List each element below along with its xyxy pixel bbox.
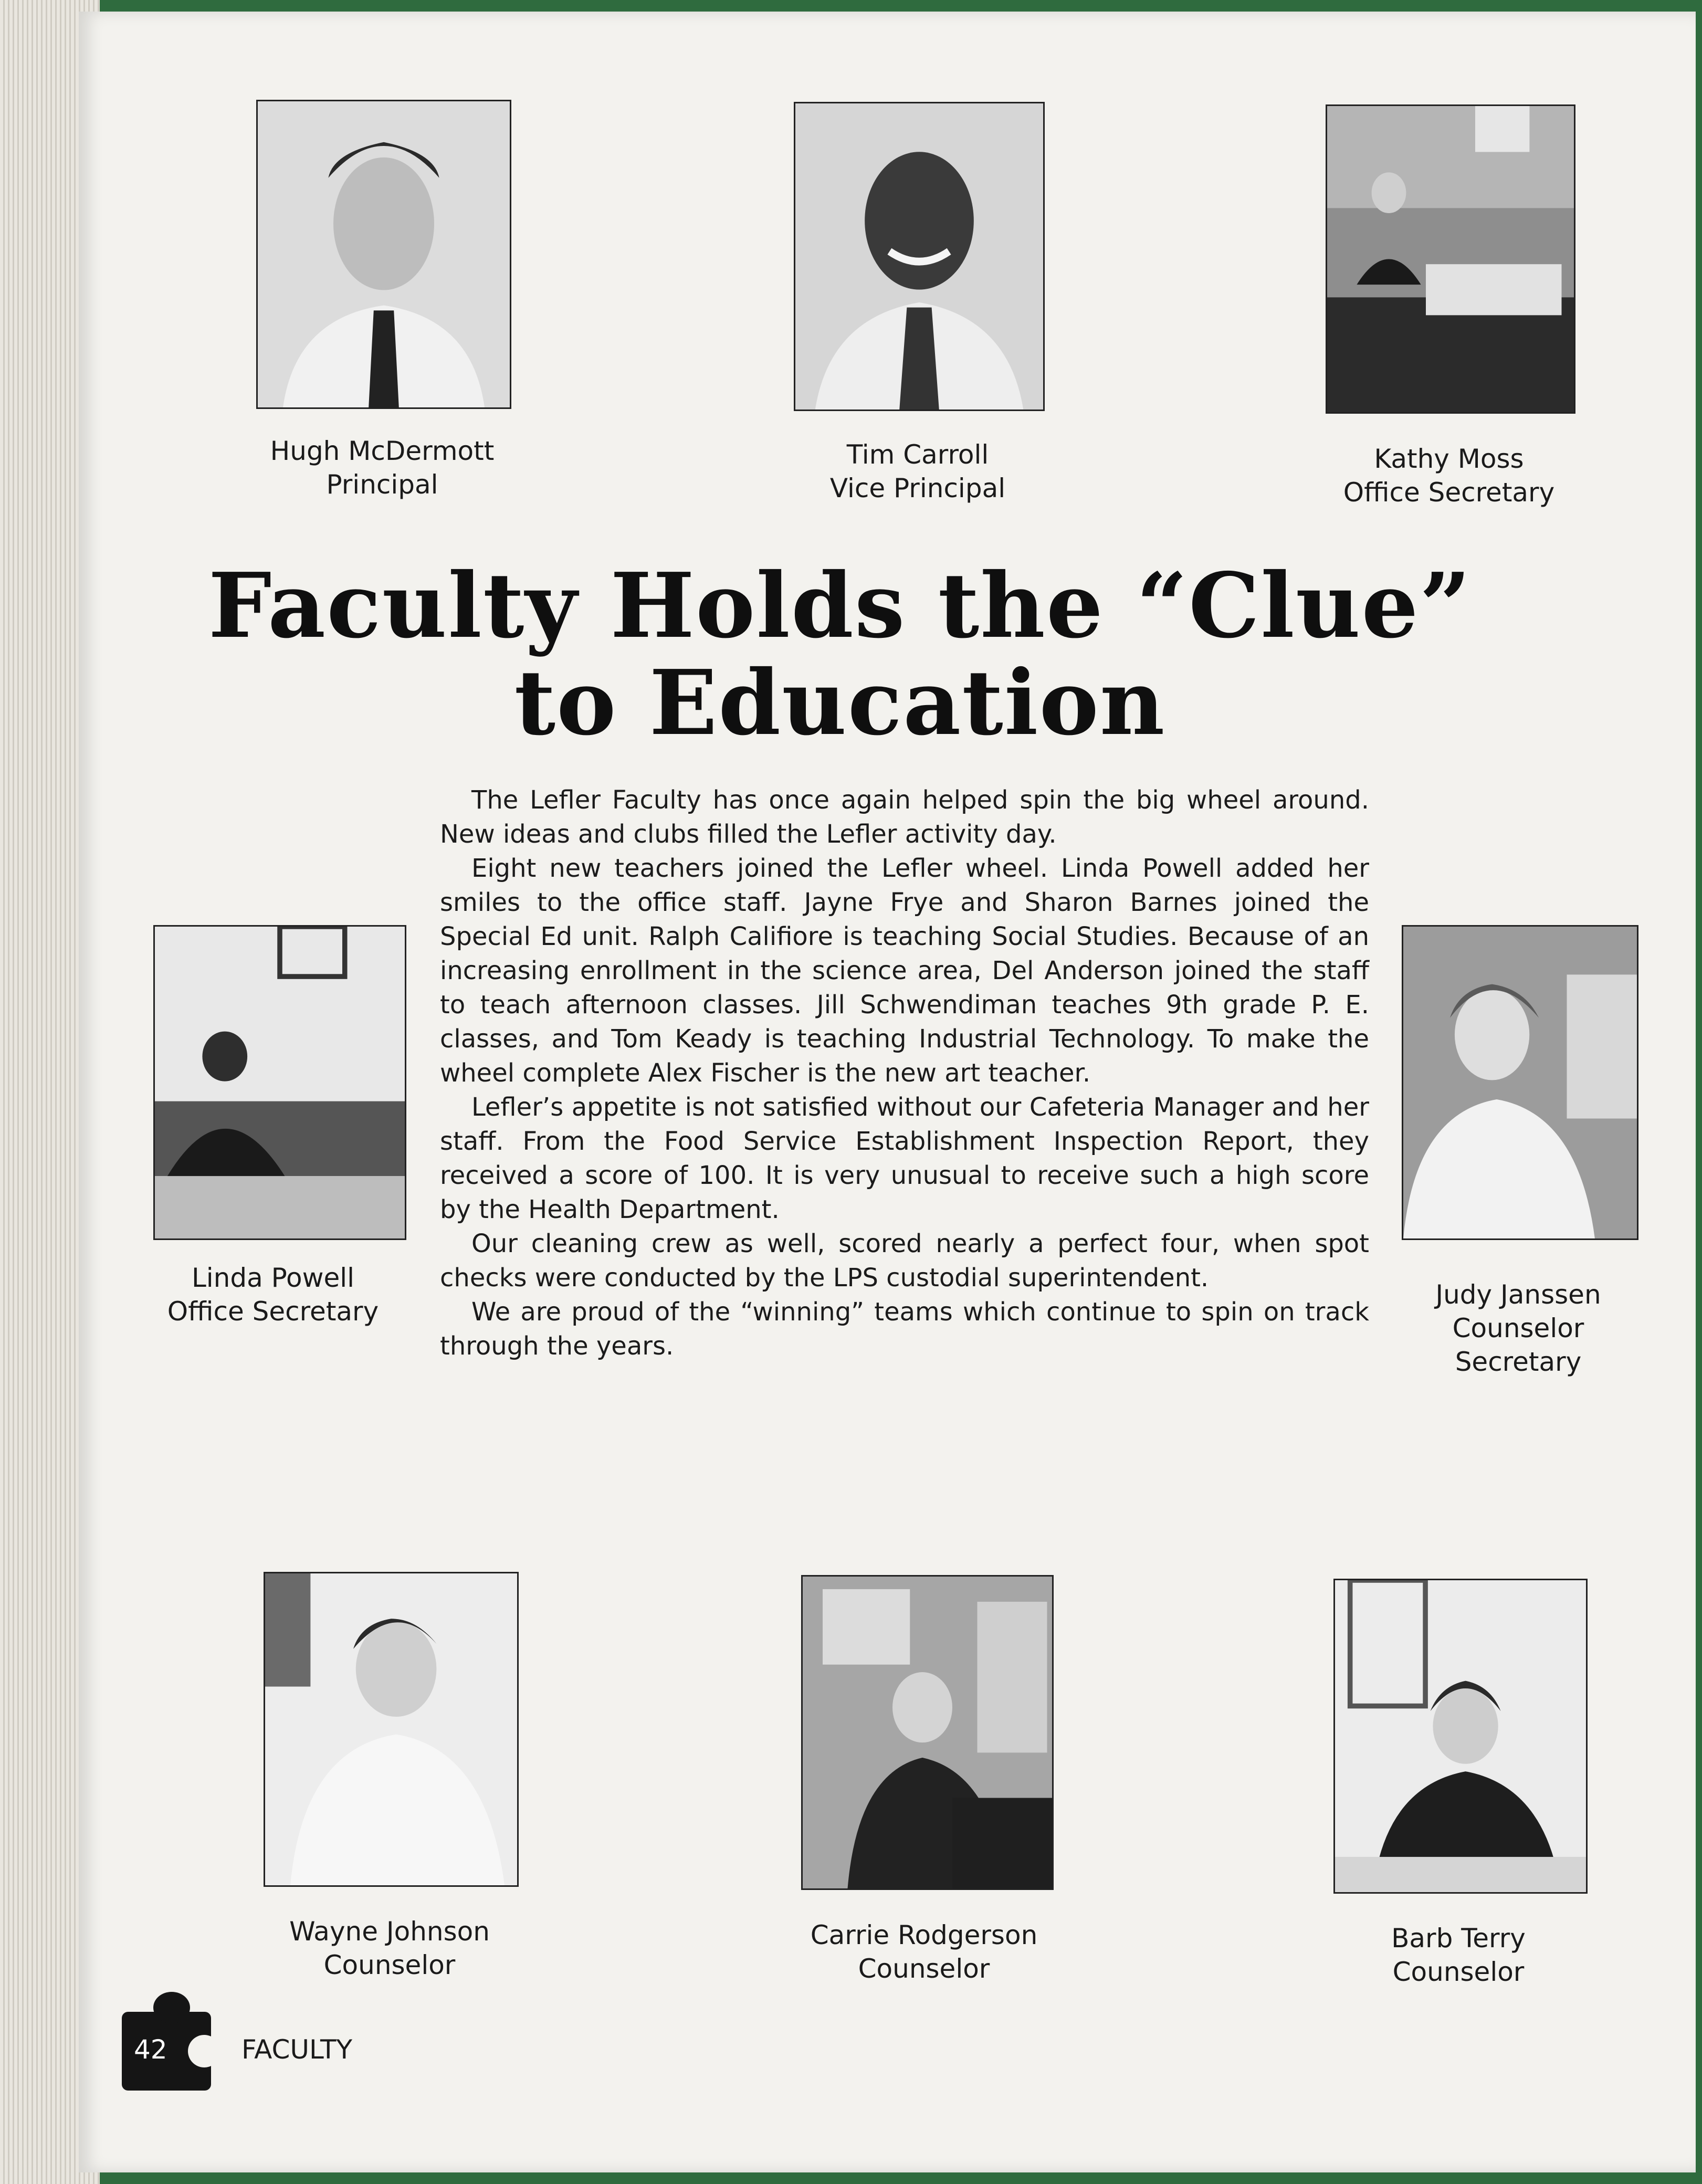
photo-tim-carroll	[794, 102, 1045, 411]
section-label: FACULTY	[241, 2034, 353, 2065]
staff-name: Judy Janssen	[1435, 1279, 1601, 1310]
caption-wayne-johnson	[232, 1915, 547, 1982]
caption-kathy-moss	[1291, 442, 1606, 509]
headline-line-2: to Education	[514, 650, 1166, 755]
photo-barb-terry	[1333, 1579, 1588, 1894]
staff-title: Counselor	[858, 1954, 990, 1984]
caption-hugh-mcdermott	[225, 434, 540, 501]
staff-title: Counselor	[323, 1950, 456, 1980]
article-paragraph: Lefler’s appetite is not satisfied without our Cafeteria Manager and her staff. From the Food Service Establishment Inspection Report, they received a score of 100. It is very unusual to receive such a high score by the Health Department.	[440, 1093, 1369, 1224]
staff-title: Vice Principal	[829, 473, 1006, 503]
article-paragraph: The Lefler Faculty has once again helped spin the big wheel around. New ideas and clubs filled the Lefler activity day.	[440, 785, 1369, 849]
staff-name: Barb Terry	[1391, 1923, 1526, 1954]
staff-title-2: Secretary	[1455, 1347, 1582, 1377]
caption-carrie-rodgerson	[766, 1918, 1081, 1986]
photo-kathy-moss	[1326, 104, 1575, 414]
article-paragraph: We are proud of the “winning” teams which continue to spin on track through the years.	[440, 1297, 1369, 1361]
staff-name: Wayne Johnson	[289, 1916, 490, 1947]
caption-judy-janssen	[1361, 1278, 1676, 1379]
staff-name: Kathy Moss	[1374, 444, 1524, 474]
staff-title: Office Secretary	[167, 1296, 379, 1327]
article-paragraph: Our cleaning crew as well, scored nearly a perfect four, when spot checks were conducted by the LPS custodial superintendent.	[440, 1229, 1369, 1293]
article-paragraph: Eight new teachers joined the Lefler wheel. Linda Powell added her smiles to the office staff. Jayne Frye and Sharon Barnes joined the Special Ed unit. Ralph Califiore is teaching Social Studies. Because of an increasing enrollment in the science area, Del Anderson joined the staff to teach afternoon classes. Jill Schwendiman teaches 9th grade P. E. classes, and Tom Keady is teaching Industrial Technology. To make the wheel complete Alex Fischer is the new art teacher.	[440, 854, 1369, 1088]
staff-title: Counselor	[1452, 1313, 1584, 1343]
staff-title: Office Secretary	[1343, 477, 1555, 508]
yearbook-page	[79, 12, 1696, 2172]
headline-line-1: Faculty Holds the “Clue”	[208, 553, 1472, 658]
staff-name: Carrie Rodgerson	[810, 1920, 1038, 1950]
photo-carrie-rodgerson	[801, 1575, 1054, 1890]
caption-barb-terry	[1301, 1922, 1616, 1989]
article-body	[440, 783, 1369, 1363]
staff-name: Hugh McDermott	[270, 436, 495, 466]
caption-tim-carroll	[760, 438, 1075, 505]
page-number: 42	[134, 2034, 167, 2065]
photo-hugh-mcdermott	[256, 100, 511, 409]
photo-linda-powell	[153, 925, 406, 1240]
photo-judy-janssen	[1402, 925, 1638, 1240]
staff-name: Linda Powell	[191, 1263, 355, 1293]
caption-linda-powell	[115, 1261, 430, 1328]
staff-title: Principal	[326, 469, 438, 500]
staff-title: Counselor	[1392, 1957, 1525, 1987]
photo-wayne-johnson	[264, 1572, 519, 1887]
staff-name: Tim Carroll	[846, 439, 989, 470]
headline	[184, 553, 1496, 755]
